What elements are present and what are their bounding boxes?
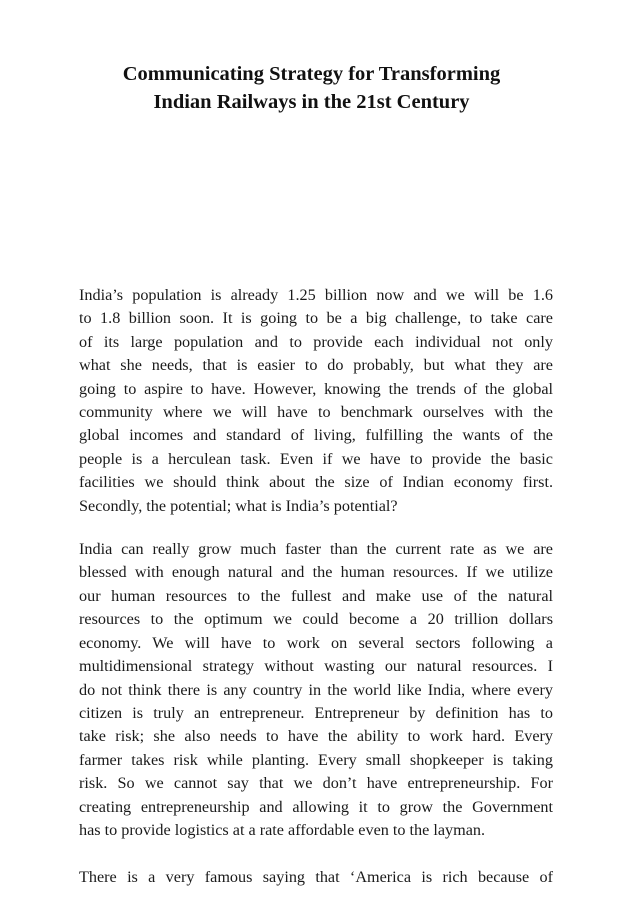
text-line: Secondly, the potential; what is India’s potential? (79, 496, 398, 515)
text-line: There is a very famous saying that ‘America is rich because of (79, 868, 553, 886)
text-line: to 1.8 billion soon. It is going to be a big challenge, to take care (79, 309, 553, 328)
text-line: creating entrepreneurship and allowing it to grow the Government (79, 797, 553, 816)
text-line: India can really grow much faster than the current rate as we are (79, 540, 553, 559)
text-line: what she needs, that is easier to do probably, but what they are (79, 356, 553, 375)
text-line: facilities we should think about the size of Indian economy first. (79, 473, 553, 492)
body-text (79, 284, 553, 862)
text-line: farmer takes risk while planting. Every small shopkeeper is taking (79, 750, 553, 769)
text-line: blessed with enough natural and the human resources. If we utilize (79, 563, 553, 582)
text-line: economy. We will have to work on several sectors following a (79, 633, 553, 652)
text-line: global incomes and standard of living, fulfilling the wants of the (79, 426, 553, 445)
text-line: people is a herculean task. Even if we have to provide the basic (79, 449, 553, 468)
text-line: take risk; she also needs to have the ability to work hard. Every (79, 727, 553, 746)
title-line-2: Indian Railways in the 21st Century (153, 91, 470, 113)
text-line: our human resources to the fullest and make use of the natural (79, 586, 553, 605)
text-line: multidimensional strategy without wasting our natural resources. I (79, 657, 553, 676)
text-line: going to aspire to have. However, knowing the trends of the global (79, 379, 553, 398)
text-line: of its large population and to provide each individual not only (79, 332, 553, 351)
text-line: India’s population is already 1.25 billion now and we will be 1.6 (79, 286, 553, 304)
paragraph-1 (79, 284, 553, 518)
text-line: citizen is truly an entrepreneur. Entrepreneur by definition has to (79, 703, 553, 722)
text-line: community where we will have to benchmark ourselves with the (79, 403, 553, 422)
text-line: do not think there is any country in the world like India, where every (79, 680, 553, 699)
title-line-1: Communicating Strategy for Transforming (122, 63, 501, 85)
paragraph-2 (79, 538, 553, 842)
paragraph-3 (79, 866, 553, 889)
text-line: has to provide logistics at a rate affordable even to the layman. (79, 820, 486, 839)
page-title (60, 60, 563, 116)
text-line: resources to the optimum we could become a 20 trillion dollars (79, 610, 553, 629)
text-line: risk. So we cannot say that we don’t have entrepreneurship. For (79, 774, 553, 793)
